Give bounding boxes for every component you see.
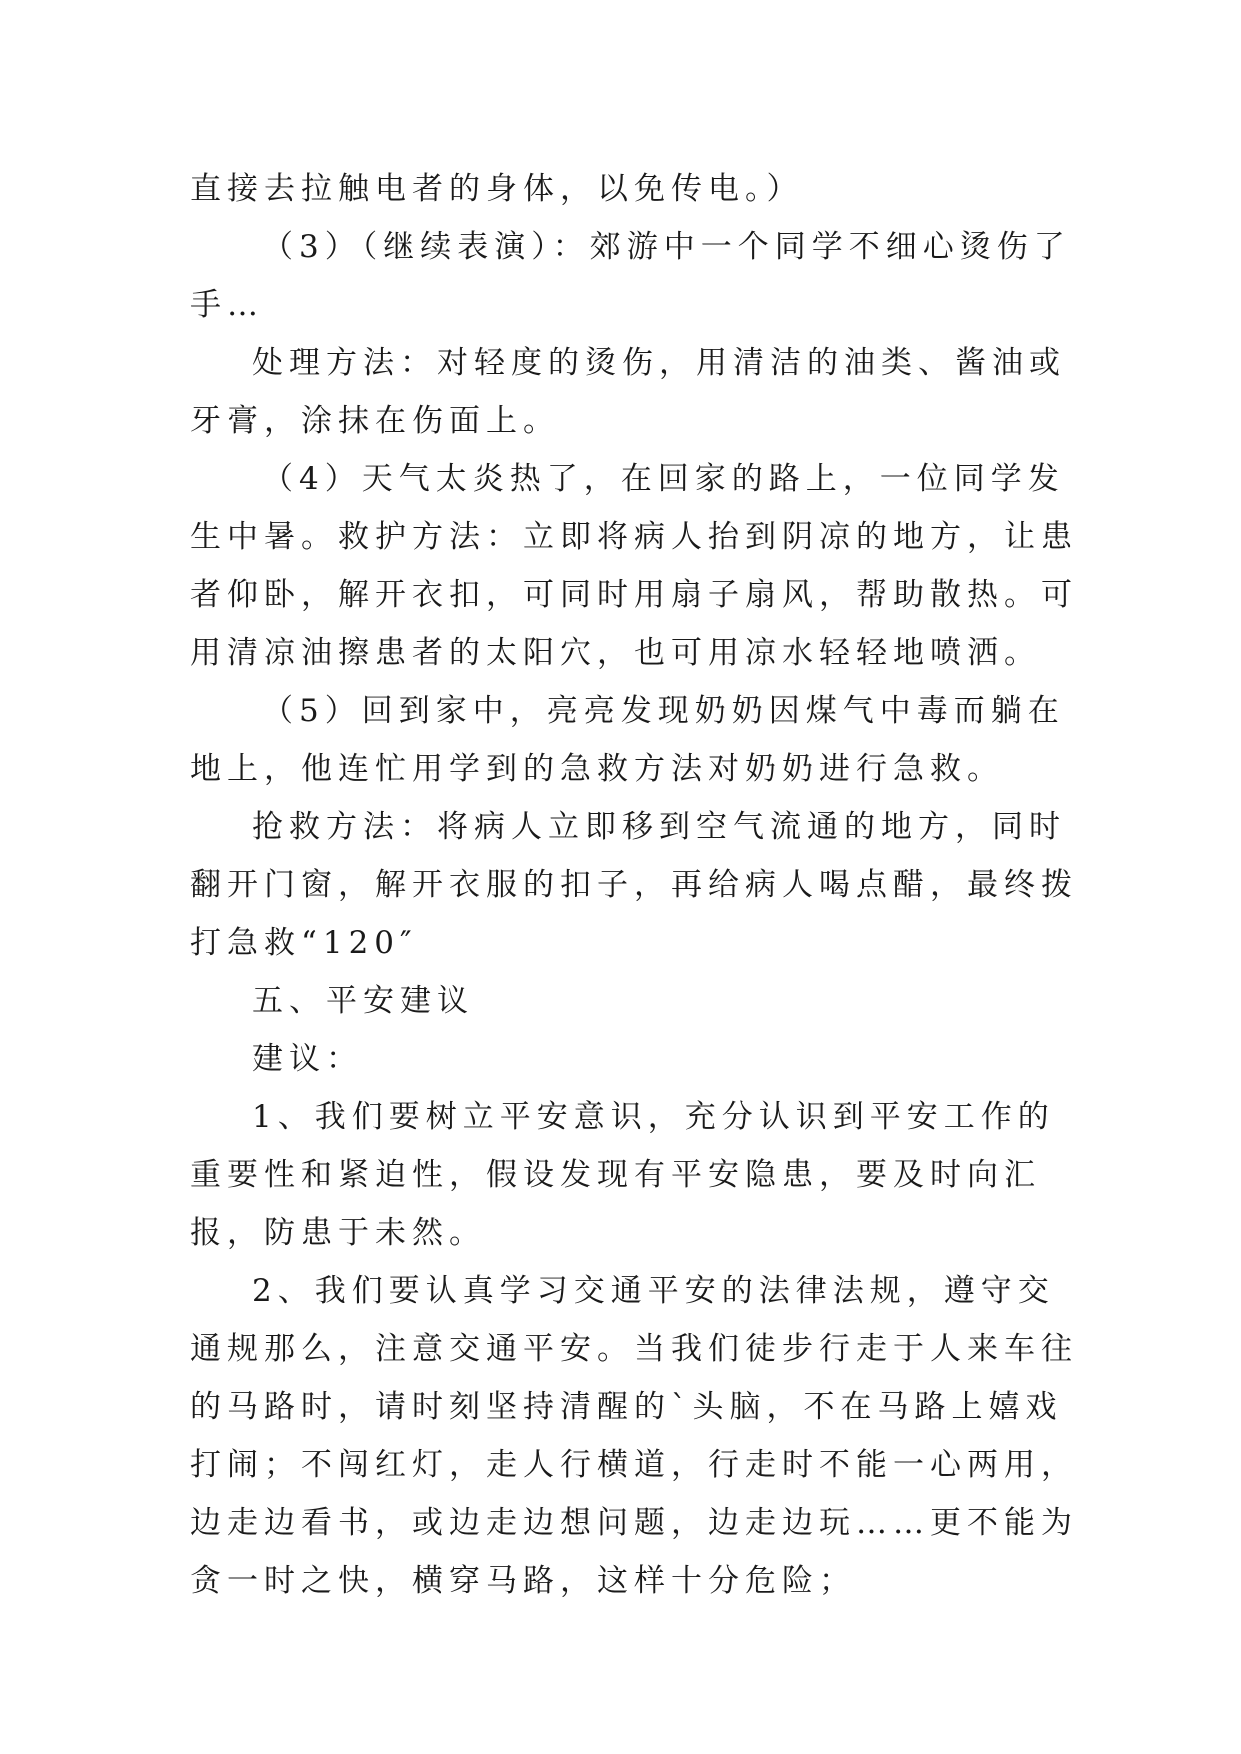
paragraph-item-3: （3）（继续表演）：郊游中一个同学不细心烫伤了手… bbox=[190, 229, 1071, 323]
paragraph-treatment-burn: 处理方法：对轻度的烫伤，用清洁的油类、酱油或牙膏，涂抹在伤面上。 bbox=[190, 345, 1066, 439]
section-heading-safety-advice: 五、平安建议 bbox=[252, 983, 474, 1019]
paragraph-advice-2: 2、我们要认真学习交通平安的法律法规，遵守交通规那么，注意交通平安。当我们徒步行走于人来车往的马路时，请时刻坚持清醒的`头脑，不在马路上嬉戏打闹；不闯红灯，走人行横道，行走时不能一心两用，边走边看书，或边走边想问题，边走边玩……更不能为贪一时之快，横穿马路，这样十分危险； bbox=[190, 1273, 1078, 1599]
document-body bbox=[190, 160, 1080, 1610]
paragraph-continuation: 直接去拉触电者的身体，以免传电。） bbox=[190, 171, 804, 207]
paragraph-item-4: （4）天气太炎热了，在回家的路上，一位同学发生中暑。救护方法：立即将病人抬到阴凉的地方，让患者仰卧，解开衣扣，可同时用扇子扇风，帮助散热。可用清凉油擦患者的太阳穴，也可用凉水轻轻地喷洒。 bbox=[190, 461, 1078, 671]
paragraph-item-5: （5）回到家中，亮亮发现奶奶因煤气中毒而躺在地上，他连忙用学到的急救方法对奶奶进行急救。 bbox=[190, 693, 1065, 787]
paragraph-advice-1: 1、我们要树立平安意识，充分认识到平安工作的重要性和紧迫性，假设发现有平安隐患，要及时向汇报，防患于未然。 bbox=[190, 1099, 1055, 1251]
paragraph-rescue-method: 抢救方法：将病人立即移到空气流通的地方，同时翻开门窗，解开衣服的扣子，再给病人喝点醋，最终拨打急救“120″ bbox=[190, 809, 1078, 961]
paragraph-advice-label: 建议： bbox=[252, 1041, 363, 1077]
